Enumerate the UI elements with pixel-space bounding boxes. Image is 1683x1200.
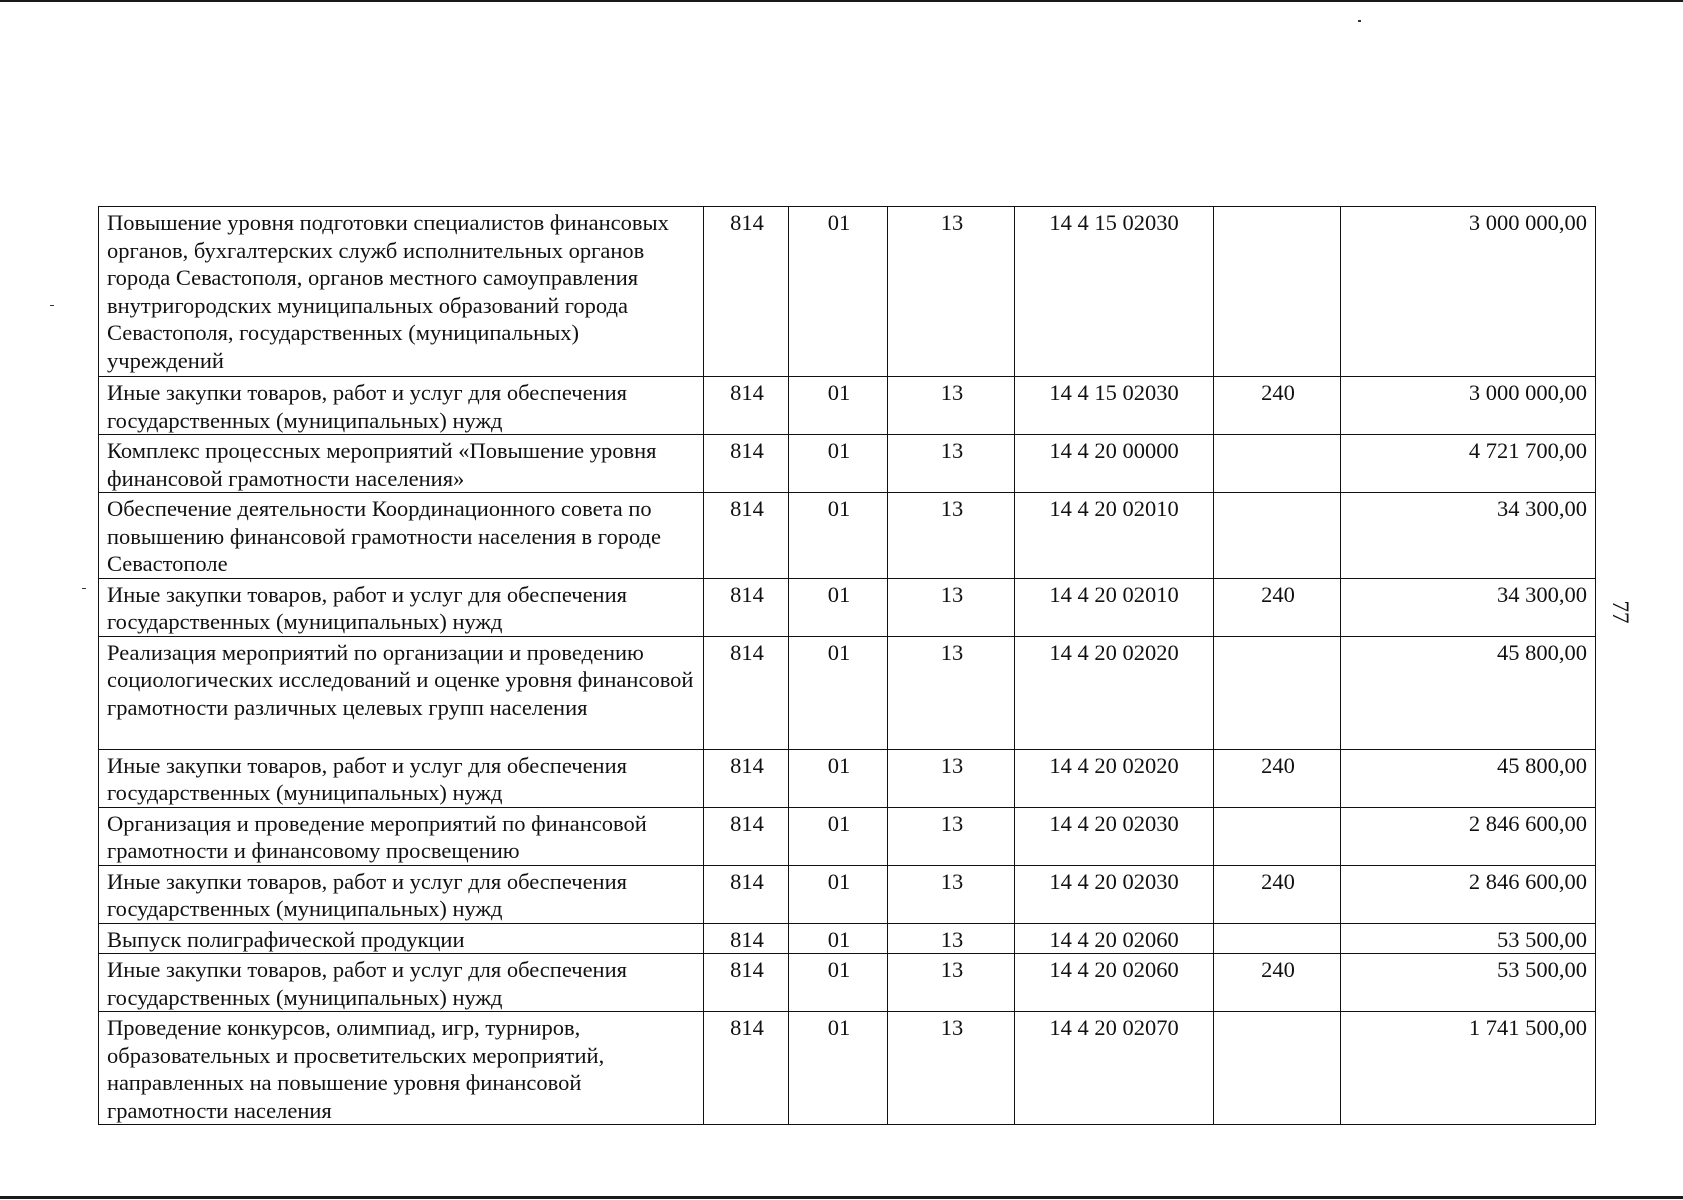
table-body	[99, 207, 1596, 1125]
subsection-code-cell: 13	[888, 807, 1015, 865]
table-row	[99, 807, 1596, 865]
table-row	[99, 493, 1596, 579]
scan-bottom-edge	[0, 1196, 1683, 1199]
row-name-cell: Иные закупки товаров, работ и услуг для обеспечения государственных (муниципальных) нужд	[99, 865, 704, 923]
table-row	[99, 954, 1596, 1012]
table-row	[99, 578, 1596, 636]
ministry-code-cell: 814	[704, 636, 789, 749]
budget-table	[98, 206, 1596, 1125]
subsection-code-cell: 13	[888, 1012, 1015, 1125]
section-code-cell: 01	[789, 435, 888, 493]
amount-cell: 3 000 000,00	[1341, 207, 1596, 377]
row-name-cell: Повышение уровня подготовки специалистов финансовых органов, бухгалтерских служб исполнительных органов города Севастополя, органов местного самоуправления внутригородских муниципальных образований города Севастополя, государственных (муниципальных) учреждений	[99, 207, 704, 377]
row-name-cell: Проведение конкурсов, олимпиад, игр, турниров, образовательных и просветительских мероприятий, направленных на повышение уровня финансовой грамотности населения	[99, 1012, 704, 1125]
section-code-cell: 01	[789, 578, 888, 636]
expense-type-cell: 240	[1214, 954, 1341, 1012]
section-code-cell: 01	[789, 807, 888, 865]
target-article-cell: 14 4 20 02010	[1015, 493, 1214, 579]
expense-type-cell	[1214, 1012, 1341, 1125]
amount-cell: 2 846 600,00	[1341, 865, 1596, 923]
amount-cell: 2 846 600,00	[1341, 807, 1596, 865]
ministry-code-cell: 814	[704, 578, 789, 636]
subsection-code-cell: 13	[888, 207, 1015, 377]
target-article-cell: 14 4 15 02030	[1015, 377, 1214, 435]
ministry-code-cell: 814	[704, 865, 789, 923]
expense-type-cell	[1214, 807, 1341, 865]
subsection-code-cell: 13	[888, 377, 1015, 435]
target-article-cell: 14 4 20 00000	[1015, 435, 1214, 493]
target-article-cell: 14 4 20 02010	[1015, 578, 1214, 636]
table-row	[99, 207, 1596, 377]
ministry-code-cell: 814	[704, 749, 789, 807]
ministry-code-cell: 814	[704, 435, 789, 493]
section-code-cell: 01	[789, 493, 888, 579]
row-name-cell: Иные закупки товаров, работ и услуг для обеспечения государственных (муниципальных) нужд	[99, 954, 704, 1012]
target-article-cell: 14 4 20 02060	[1015, 923, 1214, 954]
subsection-code-cell: 13	[888, 493, 1015, 579]
subsection-code-cell: 13	[888, 636, 1015, 749]
row-name-cell: Выпуск полиграфической продукции	[99, 923, 704, 954]
subsection-code-cell: 13	[888, 578, 1015, 636]
ministry-code-cell: 814	[704, 493, 789, 579]
section-code-cell: 01	[789, 865, 888, 923]
table-row	[99, 636, 1596, 749]
subsection-code-cell: 13	[888, 749, 1015, 807]
ministry-code-cell: 814	[704, 923, 789, 954]
section-code-cell: 01	[789, 636, 888, 749]
target-article-cell: 14 4 20 02060	[1015, 954, 1214, 1012]
expense-type-cell	[1214, 435, 1341, 493]
amount-cell: 1 741 500,00	[1341, 1012, 1596, 1125]
target-article-cell: 14 4 20 02070	[1015, 1012, 1214, 1125]
row-name-cell: Обеспечение деятельности Координационного совета по повышению финансовой грамотности населения в городе Севастополе	[99, 493, 704, 579]
table-row	[99, 865, 1596, 923]
table-row	[99, 1012, 1596, 1125]
ministry-code-cell: 814	[704, 207, 789, 377]
expense-type-cell: 240	[1214, 578, 1341, 636]
amount-cell: 53 500,00	[1341, 954, 1596, 1012]
target-article-cell: 14 4 20 02030	[1015, 807, 1214, 865]
section-code-cell: 01	[789, 923, 888, 954]
scan-speck	[50, 305, 54, 306]
target-article-cell: 14 4 20 02030	[1015, 865, 1214, 923]
ministry-code-cell: 814	[704, 377, 789, 435]
amount-cell: 45 800,00	[1341, 749, 1596, 807]
amount-cell: 45 800,00	[1341, 636, 1596, 749]
table-row	[99, 435, 1596, 493]
expense-type-cell	[1214, 207, 1341, 377]
section-code-cell: 01	[789, 377, 888, 435]
amount-cell: 3 000 000,00	[1341, 377, 1596, 435]
subsection-code-cell: 13	[888, 865, 1015, 923]
scan-speck	[1358, 20, 1361, 22]
expense-type-cell: 240	[1214, 865, 1341, 923]
scan-top-edge	[0, 0, 1683, 2]
subsection-code-cell: 13	[888, 954, 1015, 1012]
amount-cell: 53 500,00	[1341, 923, 1596, 954]
section-code-cell: 01	[789, 1012, 888, 1125]
ministry-code-cell: 814	[704, 807, 789, 865]
target-article-cell: 14 4 20 02020	[1015, 636, 1214, 749]
scan-speck	[82, 588, 86, 589]
target-article-cell: 14 4 15 02030	[1015, 207, 1214, 377]
row-name-cell: Иные закупки товаров, работ и услуг для обеспечения государственных (муниципальных) нужд	[99, 377, 704, 435]
ministry-code-cell: 814	[704, 954, 789, 1012]
expense-type-cell: 240	[1214, 749, 1341, 807]
amount-cell: 4 721 700,00	[1341, 435, 1596, 493]
subsection-code-cell: 13	[888, 923, 1015, 954]
target-article-cell: 14 4 20 02020	[1015, 749, 1214, 807]
amount-cell: 34 300,00	[1341, 493, 1596, 579]
row-name-cell: Реализация мероприятий по организации и проведению социологических исследований и оценке уровня финансовой грамотности различных целевых групп населения	[99, 636, 704, 749]
amount-cell: 34 300,00	[1341, 578, 1596, 636]
expense-type-cell	[1214, 636, 1341, 749]
row-name-cell: Организация и проведение мероприятий по финансовой грамотности и финансовому просвещению	[99, 807, 704, 865]
subsection-code-cell: 13	[888, 435, 1015, 493]
table-row	[99, 749, 1596, 807]
section-code-cell: 01	[789, 954, 888, 1012]
ministry-code-cell: 814	[704, 1012, 789, 1125]
table-row	[99, 923, 1596, 954]
expense-type-cell	[1214, 493, 1341, 579]
section-code-cell: 01	[789, 207, 888, 377]
row-name-cell: Иные закупки товаров, работ и услуг для обеспечения государственных (муниципальных) нужд	[99, 578, 704, 636]
row-name-cell: Комплекс процессных мероприятий «Повышение уровня финансовой грамотности населения»	[99, 435, 704, 493]
page-number: 77	[1608, 600, 1633, 624]
expense-type-cell: 240	[1214, 377, 1341, 435]
table-row	[99, 377, 1596, 435]
section-code-cell: 01	[789, 749, 888, 807]
row-name-cell: Иные закупки товаров, работ и услуг для обеспечения государственных (муниципальных) нужд	[99, 749, 704, 807]
expense-type-cell	[1214, 923, 1341, 954]
